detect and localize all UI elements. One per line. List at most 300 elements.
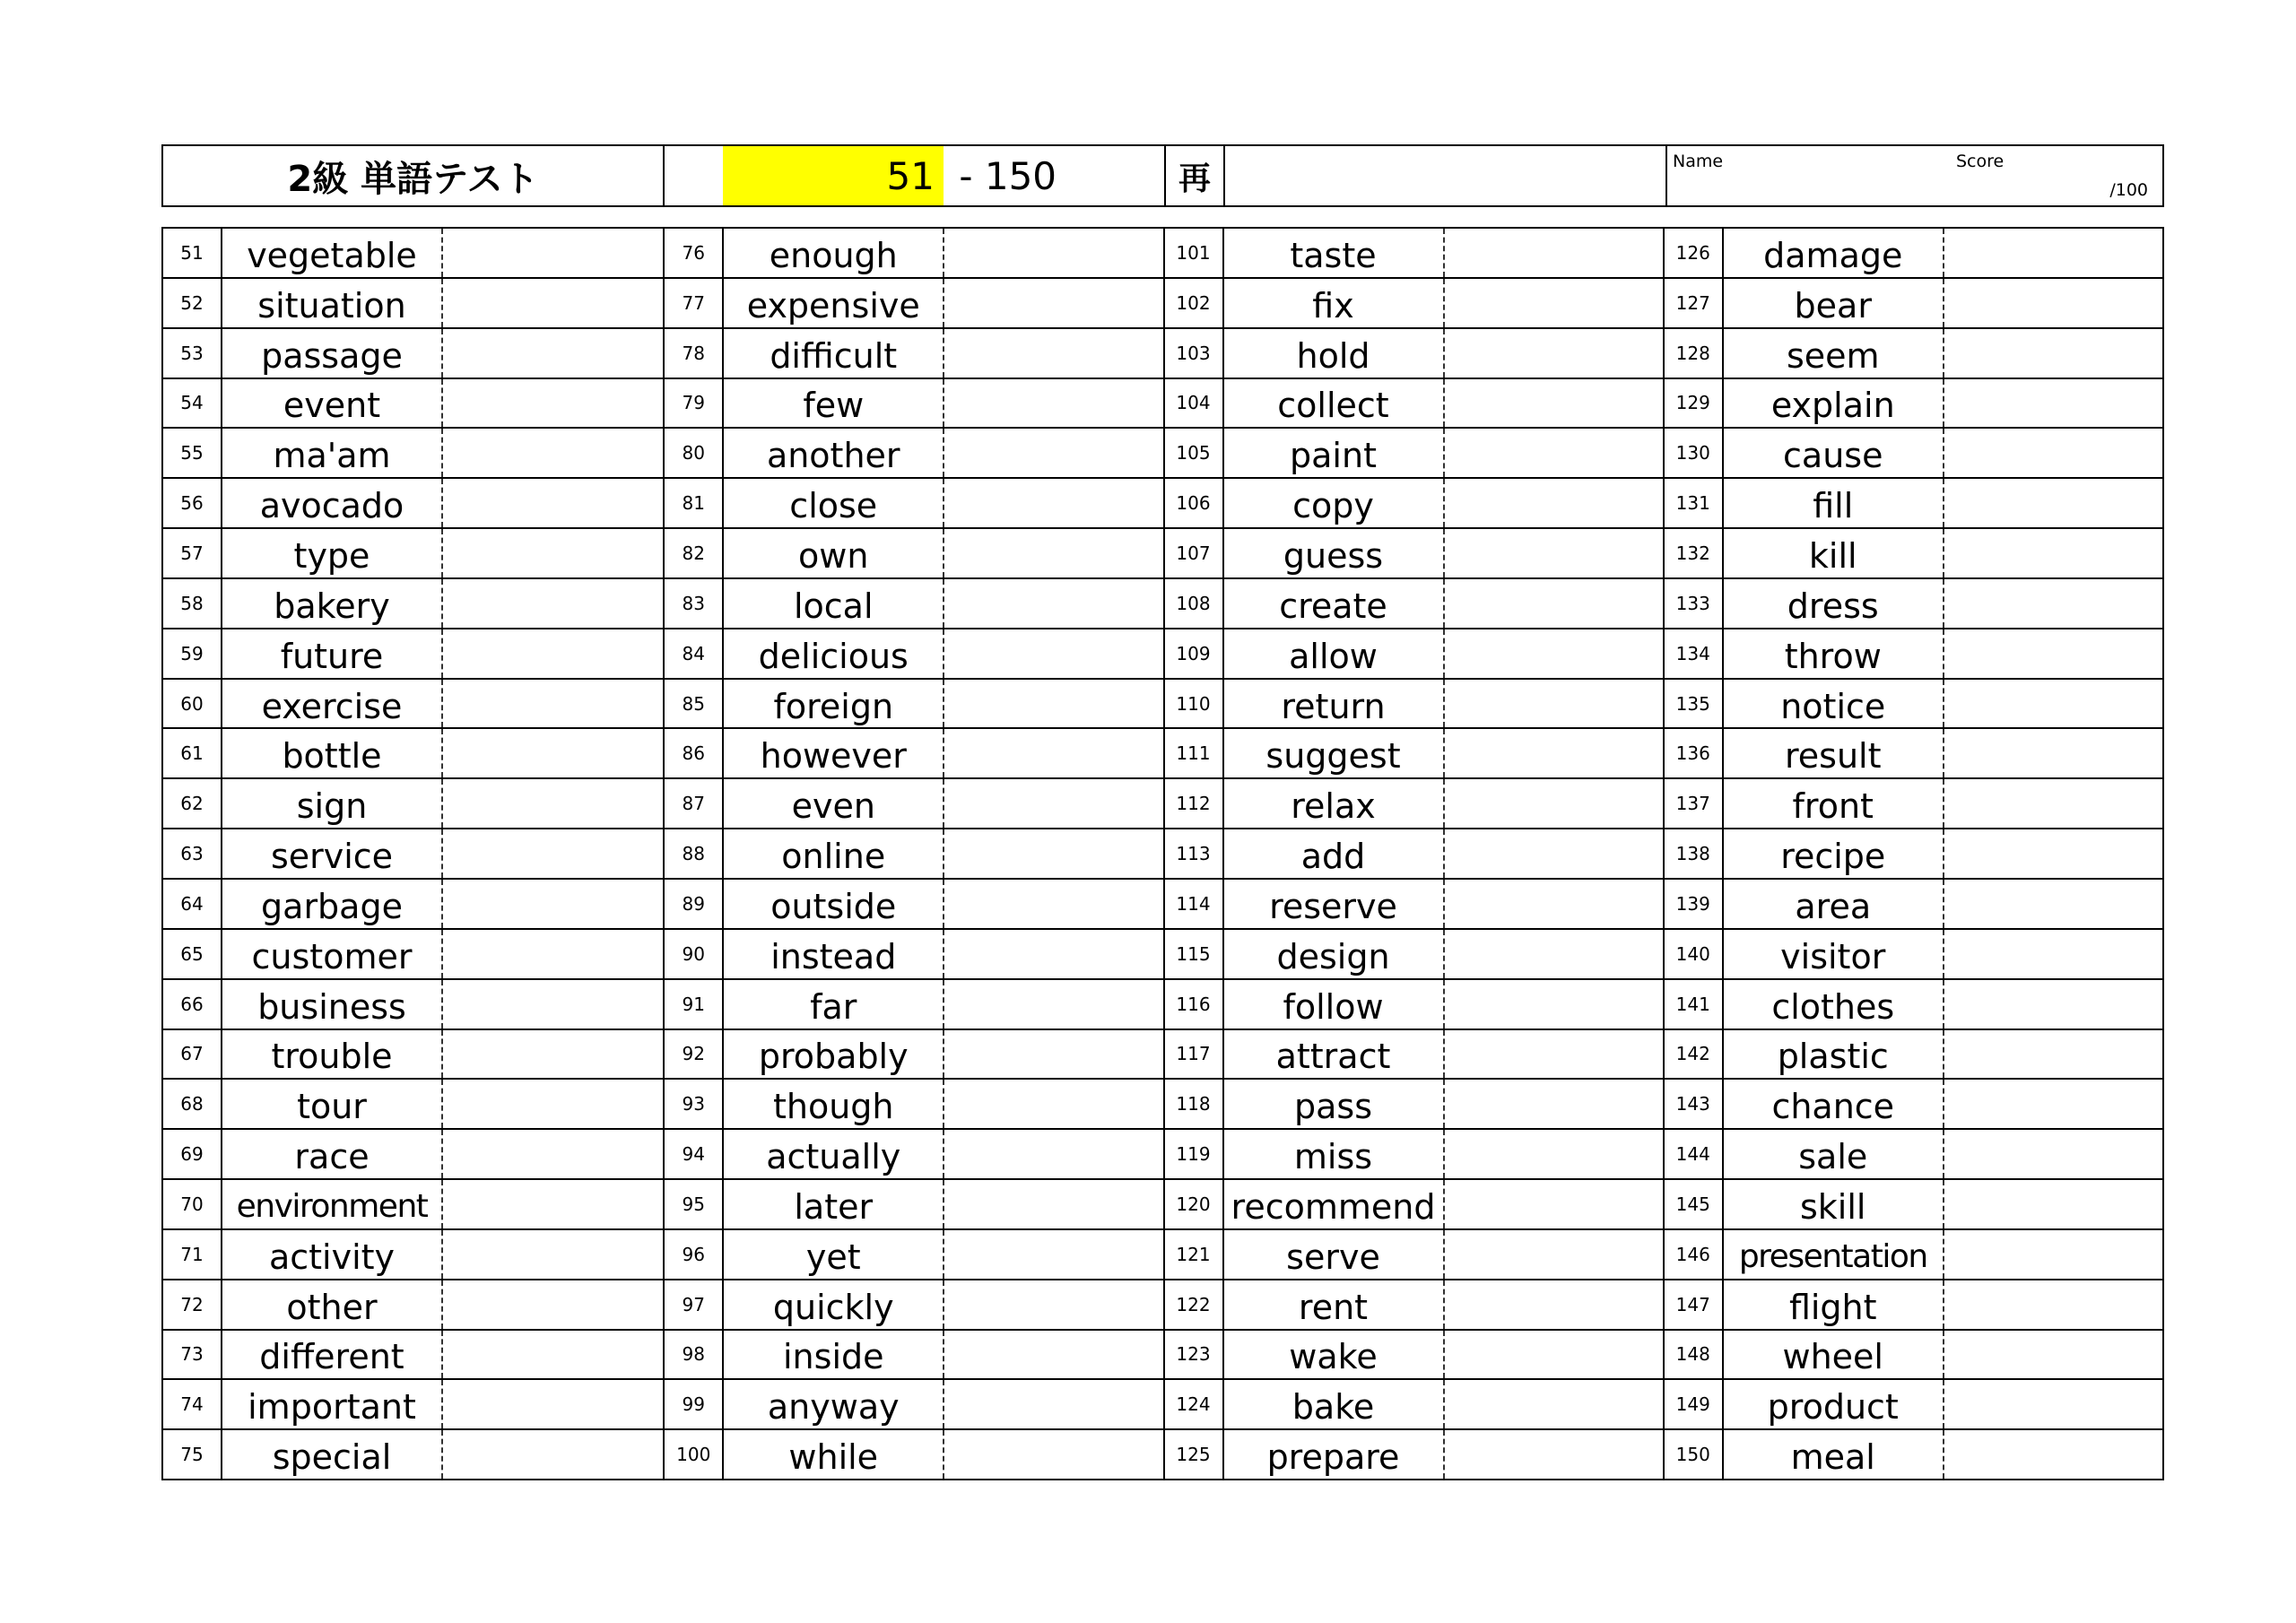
word-grid [161,227,2164,1480]
vocab-word: tour [222,1080,443,1128]
answer-field[interactable] [1944,1380,2162,1428]
word-row [163,1228,663,1279]
name-score-box[interactable] [1667,146,2162,205]
word-number: 93 [665,1080,724,1128]
answer-field[interactable] [1445,1380,1663,1428]
word-number: 58 [163,579,222,628]
answer-field[interactable] [443,229,663,277]
word-number: 115 [1165,930,1224,978]
word-number: 142 [1665,1030,1724,1079]
word-row [1165,327,1663,378]
answer-field[interactable] [1445,1180,1663,1228]
answer-field[interactable] [443,1380,663,1428]
vocab-word: front [1724,779,1944,828]
word-row [665,427,1162,477]
vocab-word: relax [1224,779,1445,828]
answer-field[interactable] [944,529,1162,577]
answer-field[interactable] [944,779,1162,828]
answer-field[interactable] [944,1130,1162,1178]
answer-field[interactable] [443,429,663,477]
vocab-word: probably [724,1030,944,1079]
retry-box[interactable] [1225,146,1667,205]
answer-field[interactable] [944,880,1162,928]
word-number: 74 [163,1380,222,1428]
answer-field[interactable] [443,1080,663,1128]
answer-field[interactable] [944,229,1162,277]
vocab-word: even [724,779,944,828]
word-row [665,1329,1162,1379]
answer-field[interactable] [443,729,663,777]
word-row [1665,777,2162,828]
answer-field[interactable] [1944,829,2162,878]
test-header [161,144,2164,207]
word-number: 109 [1165,629,1224,678]
vocab-word: ma'am [222,429,443,477]
answer-field[interactable] [1944,1180,2162,1228]
vocab-word: explain [1724,379,1944,428]
word-number: 87 [665,779,724,828]
answer-field[interactable] [1445,1080,1663,1128]
answer-field[interactable] [1944,1331,2162,1379]
word-row [1665,527,2162,577]
word-column [1163,229,1663,1479]
word-number: 132 [1665,529,1724,577]
vocab-word: skill [1724,1180,1944,1228]
answer-field[interactable] [1944,379,2162,428]
vocab-word: event [222,379,443,428]
word-number: 138 [1665,829,1724,878]
word-row [163,1128,663,1178]
answer-field[interactable] [944,1280,1162,1329]
word-number: 98 [665,1331,724,1379]
answer-field[interactable] [1944,1030,2162,1079]
answer-field[interactable] [1445,779,1663,828]
answer-field[interactable] [1944,1280,2162,1329]
word-row [665,378,1162,428]
answer-field[interactable] [944,1180,1162,1228]
answer-field[interactable] [1445,579,1663,628]
word-number: 76 [665,229,724,277]
vocab-word: guess [1224,529,1445,577]
answer-field[interactable] [944,479,1162,527]
vocab-word: other [222,1280,443,1329]
answer-field[interactable] [443,1280,663,1329]
word-number: 102 [1165,279,1224,327]
retry-label: 再 [1166,146,1225,205]
word-number: 125 [1165,1430,1224,1479]
word-number: 85 [665,680,724,728]
word-number: 105 [1165,429,1224,477]
word-row [1165,1329,1663,1379]
vocab-word: local [724,579,944,628]
answer-field[interactable] [1944,329,2162,378]
vocab-word: kill [1724,529,1944,577]
score-label: Score [1956,152,2005,171]
word-row [1665,577,2162,628]
vocab-word: while [724,1430,944,1479]
word-row [1665,1428,2162,1479]
vocab-word: different [222,1331,443,1379]
word-row [665,828,1162,878]
vocab-word: inside [724,1331,944,1379]
vocab-word: notice [1724,680,1944,728]
word-row [1165,1078,1663,1128]
vocab-word: special [222,1430,443,1479]
answer-field[interactable] [1445,529,1663,577]
word-row [1665,1178,2162,1228]
word-row [1165,928,1663,978]
vocab-word: flight [1724,1280,1944,1329]
word-number: 145 [1665,1180,1724,1228]
word-row [665,277,1162,327]
vocab-word: though [724,1080,944,1128]
answer-field[interactable] [944,279,1162,327]
word-number: 60 [163,680,222,728]
test-title: 2級 単語テスト [163,146,665,205]
vocab-word: bear [1724,279,1944,327]
word-row [665,1178,1162,1228]
word-row [665,577,1162,628]
vocab-word: type [222,529,443,577]
answer-field[interactable] [944,1331,1162,1379]
answer-field[interactable] [443,779,663,828]
vocab-word: wheel [1724,1331,1944,1379]
word-row [163,1279,663,1329]
answer-field[interactable] [1944,729,2162,777]
word-number: 131 [1665,479,1724,527]
answer-field[interactable] [1445,1280,1663,1329]
answer-field[interactable] [1445,880,1663,928]
answer-field[interactable] [443,279,663,327]
vocab-word: chance [1724,1080,1944,1128]
answer-field[interactable] [443,880,663,928]
word-number: 99 [665,1380,724,1428]
word-number: 120 [1165,1180,1224,1228]
word-number: 86 [665,729,724,777]
word-row [1165,727,1663,777]
answer-field[interactable] [1445,1030,1663,1079]
word-number: 79 [665,379,724,428]
word-row [665,1128,1162,1178]
word-number: 126 [1665,229,1724,277]
answer-field[interactable] [443,1180,663,1228]
word-row [1165,828,1663,878]
word-number: 51 [163,229,222,277]
word-number: 83 [665,579,724,628]
word-row [1165,1228,1663,1279]
word-row [163,1028,663,1079]
vocab-word: situation [222,279,443,327]
vocab-word: seem [1724,329,1944,378]
word-number: 106 [1165,479,1224,527]
vocab-word: far [724,980,944,1028]
word-row [1665,477,2162,527]
vocab-word: sale [1724,1130,1944,1178]
word-row [1165,477,1663,527]
answer-field[interactable] [1944,279,2162,327]
word-row [1665,378,2162,428]
word-number: 113 [1165,829,1224,878]
word-number: 130 [1665,429,1724,477]
word-number: 70 [163,1180,222,1228]
word-row [163,1329,663,1379]
answer-field[interactable] [944,329,1162,378]
answer-field[interactable] [1445,329,1663,378]
word-number: 95 [665,1180,724,1228]
vocab-word: recipe [1724,829,1944,878]
answer-field[interactable] [1445,729,1663,777]
word-row [665,1228,1162,1279]
answer-field[interactable] [1944,579,2162,628]
answer-field[interactable] [1445,1230,1663,1279]
word-row [163,229,663,277]
vocab-word: fix [1224,279,1445,327]
vocab-word: design [1224,930,1445,978]
answer-field[interactable] [1445,829,1663,878]
word-number: 146 [1665,1230,1724,1279]
answer-field[interactable] [944,980,1162,1028]
answer-field[interactable] [443,1430,663,1479]
word-number: 61 [163,729,222,777]
answer-field[interactable] [1944,1130,2162,1178]
vocab-word: avocado [222,479,443,527]
answer-field[interactable] [944,379,1162,428]
word-number: 110 [1165,680,1224,728]
answer-field[interactable] [1445,279,1663,327]
word-number: 136 [1665,729,1724,777]
word-number: 103 [1165,329,1224,378]
vocab-word: important [222,1380,443,1428]
word-row [163,527,663,577]
word-number: 71 [163,1230,222,1279]
word-row [163,678,663,728]
answer-field[interactable] [944,680,1162,728]
vocab-word: recommend [1224,1180,1445,1228]
word-row [665,1378,1162,1428]
answer-field[interactable] [443,980,663,1028]
vocab-word: add [1224,829,1445,878]
answer-field[interactable] [944,930,1162,978]
vocab-word: reserve [1224,880,1445,928]
word-number: 62 [163,779,222,828]
answer-field[interactable] [1944,980,2162,1028]
word-column [163,229,663,1479]
word-row [1665,1028,2162,1079]
answer-field[interactable] [1944,930,2162,978]
answer-field[interactable] [944,579,1162,628]
word-number: 101 [1165,229,1224,277]
word-number: 100 [665,1430,724,1479]
word-number: 59 [163,629,222,678]
answer-field[interactable] [1944,429,2162,477]
word-row [163,477,663,527]
vocab-word: bake [1224,1380,1445,1428]
word-row [1665,928,2162,978]
answer-field[interactable] [443,479,663,527]
word-number: 112 [1165,779,1224,828]
word-row [1165,427,1663,477]
word-row [665,777,1162,828]
vocab-word: serve [1224,1230,1445,1279]
answer-field[interactable] [944,629,1162,678]
answer-field[interactable] [443,930,663,978]
word-number: 147 [1665,1280,1724,1329]
vocab-word: presentation [1724,1230,1944,1279]
answer-field[interactable] [1445,1130,1663,1178]
word-number: 84 [665,629,724,678]
vocab-word: foreign [724,680,944,728]
answer-field[interactable] [1944,880,2162,928]
answer-field[interactable] [443,680,663,728]
answer-field[interactable] [1944,529,2162,577]
word-row [1665,1128,2162,1178]
word-row [1165,1028,1663,1079]
vocab-word: taste [1224,229,1445,277]
word-number: 137 [1665,779,1724,828]
answer-field[interactable] [1445,980,1663,1028]
answer-field[interactable] [944,1080,1162,1128]
word-row [1665,277,2162,327]
word-number: 67 [163,1030,222,1079]
answer-field[interactable] [443,629,663,678]
answer-field[interactable] [443,829,663,878]
answer-field[interactable] [944,1380,1162,1428]
word-number: 141 [1665,980,1724,1028]
vocab-word: return [1224,680,1445,728]
vocab-word: hold [1224,329,1445,378]
vocab-word: visitor [1724,930,1944,978]
answer-field[interactable] [443,329,663,378]
answer-field[interactable] [443,529,663,577]
word-number: 148 [1665,1331,1724,1379]
word-number: 139 [1665,880,1724,928]
answer-field[interactable] [1445,379,1663,428]
word-number: 114 [1165,880,1224,928]
word-row [1165,878,1663,928]
word-number: 122 [1165,1280,1224,1329]
word-row [1165,1178,1663,1228]
word-row [665,727,1162,777]
word-number: 135 [1665,680,1724,728]
answer-field[interactable] [443,1331,663,1379]
word-row [163,1178,663,1228]
word-number: 69 [163,1130,222,1178]
answer-field[interactable] [443,579,663,628]
word-row [1165,628,1663,678]
answer-field[interactable] [1944,779,2162,828]
vocab-word: exercise [222,680,443,728]
answer-field[interactable] [944,729,1162,777]
vocab-word: suggest [1224,729,1445,777]
answer-field[interactable] [1445,930,1663,978]
word-row [665,878,1162,928]
word-row [1165,277,1663,327]
word-row [1665,878,2162,928]
answer-field[interactable] [1944,680,2162,728]
answer-field[interactable] [1944,629,2162,678]
word-number: 94 [665,1130,724,1178]
word-number: 118 [1165,1080,1224,1128]
vocab-word: prepare [1224,1430,1445,1479]
vocab-word: delicious [724,629,944,678]
vocab-word: pass [1224,1080,1445,1128]
answer-field[interactable] [443,1230,663,1279]
vocab-word: meal [1724,1430,1944,1479]
answer-field[interactable] [1445,1331,1663,1379]
vocab-word: bakery [222,579,443,628]
word-number: 81 [665,479,724,527]
answer-field[interactable] [944,429,1162,477]
word-row [1665,727,2162,777]
vocab-word: customer [222,930,443,978]
answer-field[interactable] [443,379,663,428]
answer-field[interactable] [944,829,1162,878]
vocab-word: result [1724,729,1944,777]
answer-field[interactable] [1445,629,1663,678]
answer-field[interactable] [1944,229,2162,277]
answer-field[interactable] [443,1130,663,1178]
answer-field[interactable] [944,1230,1162,1279]
vocab-word: own [724,529,944,577]
word-row [163,427,663,477]
answer-field[interactable] [1944,479,2162,527]
answer-field[interactable] [1944,1080,2162,1128]
word-number: 144 [1665,1130,1724,1178]
word-row [1665,628,2162,678]
vocab-word: later [724,1180,944,1228]
range-end: - 150 [947,153,1057,198]
vocab-word: attract [1224,1030,1445,1079]
word-column [1663,229,2162,1479]
answer-field[interactable] [1445,1430,1663,1479]
word-row [1165,527,1663,577]
word-number: 65 [163,930,222,978]
answer-field[interactable] [1944,1430,2162,1479]
answer-field[interactable] [944,1030,1162,1079]
word-row [665,1028,1162,1079]
vocab-word: actually [724,1130,944,1178]
answer-field[interactable] [1445,680,1663,728]
word-number: 72 [163,1280,222,1329]
word-row [163,628,663,678]
word-number: 64 [163,880,222,928]
answer-field[interactable] [1445,429,1663,477]
answer-field[interactable] [944,1430,1162,1479]
word-row [1665,1378,2162,1428]
vocab-word: area [1724,880,1944,928]
word-row [163,327,663,378]
word-number: 123 [1165,1331,1224,1379]
word-row [665,928,1162,978]
answer-field[interactable] [1944,1230,2162,1279]
vocab-word: close [724,479,944,527]
word-row [163,727,663,777]
word-range [665,146,1166,205]
word-row [163,828,663,878]
answer-field[interactable] [1445,479,1663,527]
word-number: 88 [665,829,724,878]
vocab-word: damage [1724,229,1944,277]
answer-field[interactable] [1445,229,1663,277]
word-row [163,978,663,1028]
word-row [163,1078,663,1128]
word-row [1165,1428,1663,1479]
word-number: 77 [665,279,724,327]
vocab-word: quickly [724,1280,944,1329]
answer-field[interactable] [443,1030,663,1079]
word-row [665,327,1162,378]
word-number: 121 [1165,1230,1224,1279]
